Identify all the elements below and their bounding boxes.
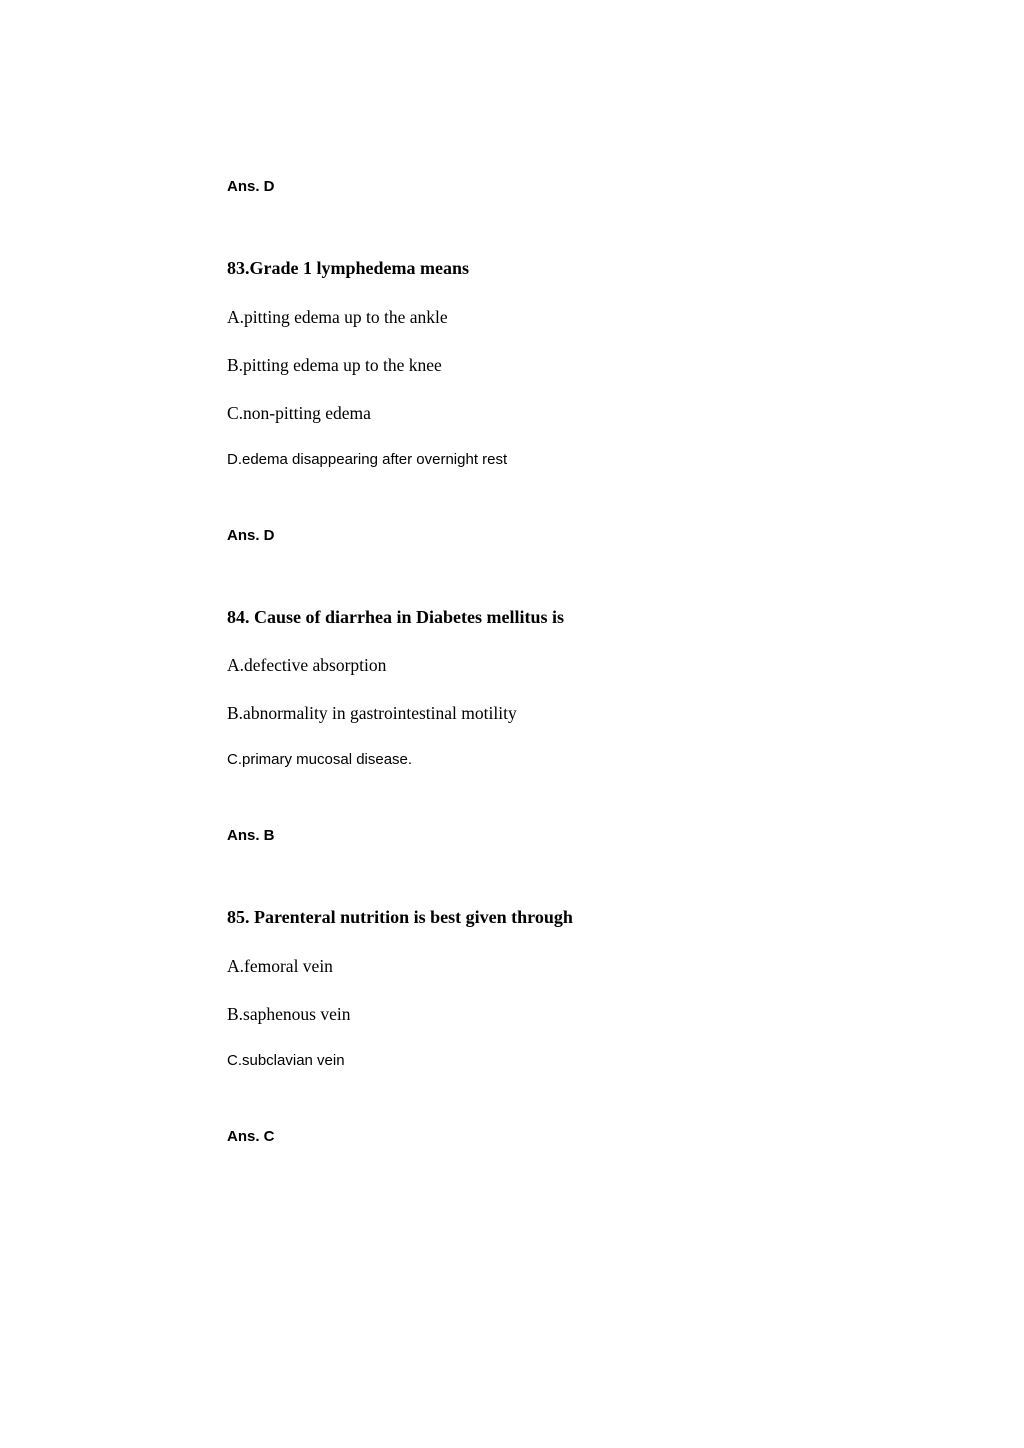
- option-b: B.abnormality in gastrointestinal motility: [227, 703, 517, 724]
- question-block-83: [227, 258, 904, 545]
- answer-line: Ans. B: [227, 827, 275, 845]
- answer-line-previous-question: Ans. D: [227, 178, 275, 195]
- question-block-84: [227, 607, 904, 846]
- question-title: 84. Cause of diarrhea in Diabetes mellitus is: [227, 606, 564, 627]
- option-a: A.femoral vein: [227, 955, 333, 976]
- option-a: A.defective absorption: [227, 655, 387, 676]
- option-c: C.primary mucosal disease.: [227, 751, 413, 769]
- question-title: 83.Grade 1 lymphedema means: [227, 258, 469, 278]
- question-block-85: [227, 907, 904, 1146]
- option-c: C.non-pitting edema: [227, 402, 371, 423]
- option-a: A.pitting edema up to the ankle: [227, 306, 448, 327]
- option-d: D.edema disappearing after overnight rest: [227, 450, 508, 468]
- option-b: B.pitting edema up to the knee: [227, 354, 442, 375]
- option-c: C.subclavian vein: [227, 1051, 345, 1069]
- option-b: B.saphenous vein: [227, 1003, 351, 1024]
- question-title: 85. Parenteral nutrition is best given through: [227, 907, 573, 928]
- answer-line: Ans. D: [227, 526, 275, 544]
- answer-line: Ans. C: [227, 1127, 275, 1145]
